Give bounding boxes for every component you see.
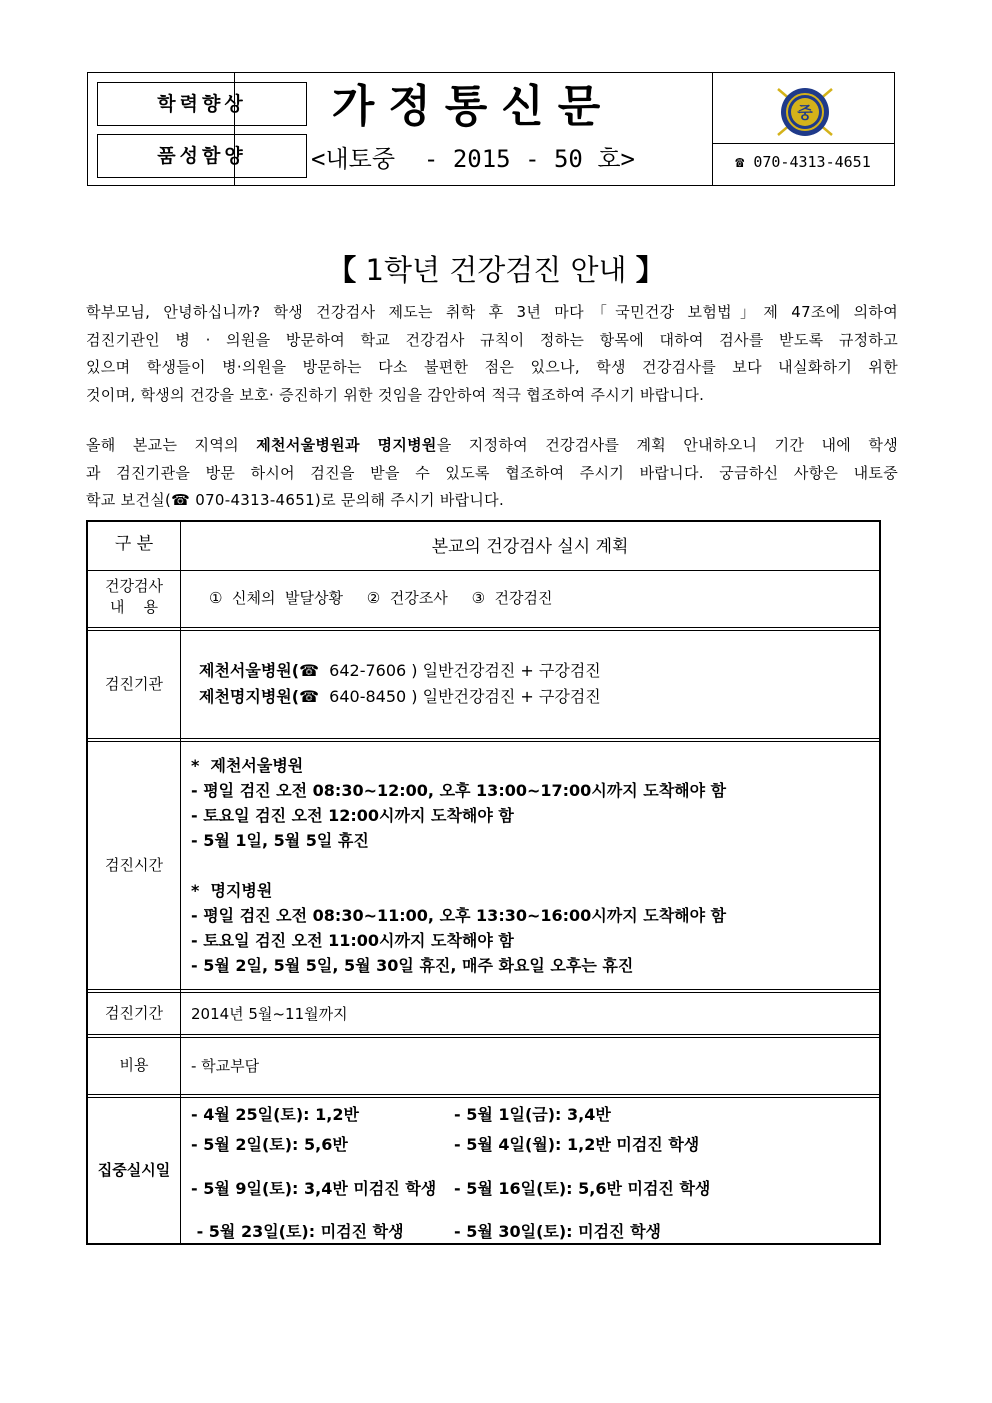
intro-line: 검진기관인 병 · 의원을 방문하여 학교 건강검사 규칙이 정하는 항목에 대하여 검사를 받도록 규정하고: [86, 330, 898, 349]
focus-date-item: - 5월 9일(토): 3,4반 미검진 학생: [191, 1179, 437, 1198]
header-plan-title: [181, 522, 879, 567]
hours-line: - 5월 2일, 5월 5일, 5월 30일 휴진, 매주 화요일 오후는 휴진: [191, 955, 634, 975]
period-value: [181, 992, 879, 1034]
hours-line: - 토요일 검진 오전 11:00시까지 도착해야 함: [191, 930, 514, 950]
hours-line: - 토요일 검진 오전 12:00시까지 도착해야 함: [191, 805, 514, 825]
title-bracket-close: 】: [635, 253, 665, 287]
emblem-char: 중: [797, 103, 813, 122]
phone-number: 070-4313-4651: [753, 153, 871, 171]
issue-number: <내토중 - 2015 - 50 호>: [311, 145, 635, 173]
school-emblem: [772, 81, 838, 139]
intro-line: 학부모님, 안녕하십니까? 학생 건강검사 제도는 취학 후 3년 마다「국민건강 보험법」제 47조에 의하여: [86, 303, 898, 321]
hours-line: - 평일 검진 오전 08:30~12:00, 오후 13:00~17:00시까지 도착해야 함: [191, 780, 727, 800]
hours-detail: [181, 741, 879, 989]
contact-phone: [712, 147, 894, 177]
focus-date-item: - 5월 23일(토): 미검진 학생: [191, 1222, 404, 1241]
content-value: [181, 567, 879, 627]
table-row-hours: [88, 741, 879, 989]
table-row-content: [88, 567, 879, 627]
hours-line: - 5월 1일, 5월 5일 휴진: [191, 830, 369, 850]
notice-line: [86, 432, 898, 460]
hours-line: * 명지병원: [191, 880, 273, 900]
cost-value: [181, 1037, 879, 1094]
motto-academic: 학력향상: [97, 82, 307, 126]
table-row-cost: [88, 1037, 879, 1094]
institution-detail: ☎ 640-8450 ) 일반건강검진 + 구강검진: [299, 687, 601, 706]
institution-detail: ☎ 642-7606 ) 일반건강검진 + 구강검진: [299, 661, 601, 680]
focus-date-item: - 5월 4일(월): 1,2반 미검진 학생: [454, 1135, 700, 1154]
intro-line: 있으며 학생들이 병·의원을 방문하는 다소 불편한 점은 있으나, 학생 건강검사를 보다 내실화하기 위한: [86, 358, 898, 376]
notice-text: 올해 본교는 지역의: [86, 436, 257, 454]
institution-item: [199, 658, 879, 684]
motto-character: 품성함양: [97, 134, 307, 178]
row-divider: [88, 738, 879, 739]
page-title: [0, 250, 992, 290]
cost-label: 비용: [119, 1056, 149, 1074]
table-header-row: [88, 522, 879, 567]
focus-date-item: - 5월 30일(토): 미검진 학생: [454, 1222, 661, 1241]
intro-line: 것이며, 학생의 건강을 보호· 증진하기 위한 것임을 감안하여 적극 협조하여 주시기 바랍니다.: [86, 385, 705, 404]
cost-value-text: - 학교부담: [191, 1057, 260, 1075]
divider: [234, 73, 235, 185]
institution-list: [181, 630, 879, 738]
notice-line: 과 검진기관을 방문 하시어 검진을 받을 수 있도록 협조하여 주시기 바랍니다. 궁금하신 사항은 내토중: [86, 463, 898, 482]
divider: [712, 143, 894, 144]
row-divider: [88, 1034, 879, 1035]
row-divider: [88, 989, 879, 990]
notice-line: 학교 보건실(☎ 070-4313-4651)로 문의해 주시기 바랍니다.: [86, 491, 505, 509]
institution-item: [199, 684, 879, 710]
focus-dates-label: 집중실시일: [97, 1160, 171, 1179]
table-row-period: [88, 992, 879, 1034]
hours-label: 검진시간: [105, 855, 163, 874]
school-emblem-graphic: [772, 81, 838, 139]
designated-hospitals: 제천서울병원과 명지병원: [256, 436, 437, 454]
notice-paragraph: [86, 432, 898, 515]
institution-label: 검진기관: [105, 674, 163, 693]
hours-line: - 평일 검진 오전 08:30~11:00, 오후 13:30~16:00시까지 도착해야 함: [191, 905, 727, 925]
title-text: 1학년 건강검진 안내: [365, 253, 627, 287]
period-label: 검진기간: [105, 1003, 163, 1022]
content-label-line: 건강검사: [105, 577, 163, 595]
header-category: 구 분: [114, 534, 154, 554]
masthead-title: 가정통신문: [331, 81, 615, 132]
intro-paragraph: [86, 299, 898, 409]
focus-date-item: - 5월 16일(토): 5,6반 미검진 학생: [454, 1179, 711, 1198]
table-row-institution: [88, 630, 879, 738]
newsletter-header: [87, 72, 895, 186]
period-value-text: 2014년 5월~11월까지: [191, 1004, 348, 1023]
title-bracket-open: 【: [327, 253, 357, 287]
health-check-plan-table: [86, 520, 881, 1245]
institution-name: 제천서울병원(: [199, 661, 300, 680]
row-divider: [88, 627, 879, 628]
hours-line: [191, 853, 879, 878]
focus-date-item: - 4월 25일(토): 1,2반: [191, 1105, 359, 1124]
notice-text: 을 지정하여 건강검사를 계획 안내하오니 기간 내에 학생: [436, 436, 898, 454]
content-label: [88, 567, 180, 627]
content-value-text: ① 신체의 발달상황 ② 건강조사 ③ 건강검진: [209, 588, 553, 607]
focus-date-item: - 5월 2일(토): 5,6반: [191, 1135, 348, 1154]
institution-name: 제천명지병원(: [199, 687, 300, 706]
header-plan-title-text: 본교의 건강검사 실시 계획: [431, 537, 629, 557]
focus-date-item: - 5월 1일(금): 3,4반: [454, 1105, 611, 1124]
hours-line: * 제천서울병원: [191, 755, 304, 775]
phone-icon: ☎: [735, 153, 745, 171]
row-divider: [88, 1094, 879, 1095]
content-label-line: 내 용: [109, 598, 159, 616]
